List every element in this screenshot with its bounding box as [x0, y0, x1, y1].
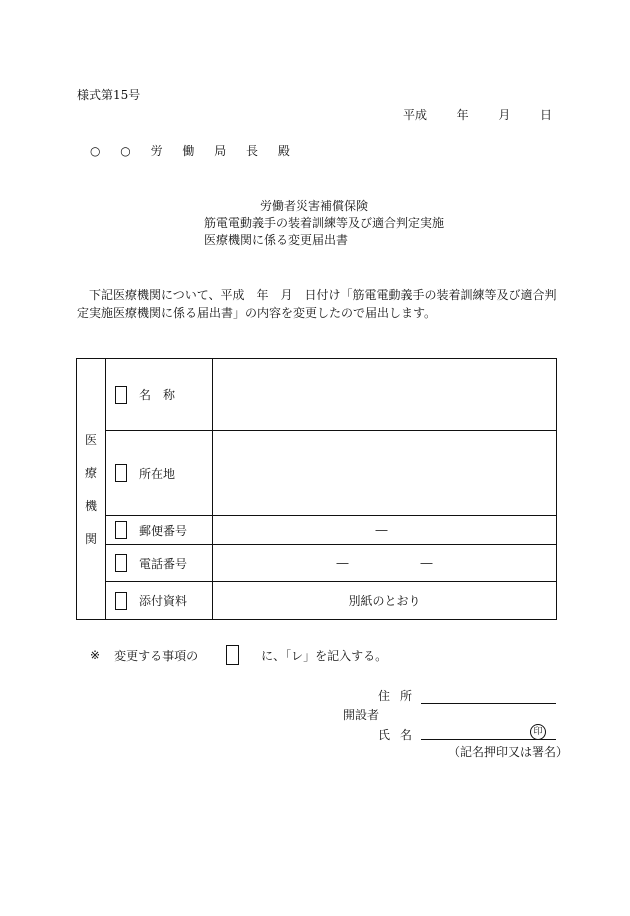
checkbox[interactable]	[115, 521, 127, 539]
side-char: 機	[84, 499, 97, 513]
body-text: 下記医療機関について、平成 年 月 日付け「筋電電動義手の装着訓練等及び適合判定実施医療機関に係る届出書」の内容を変更したので届出します。	[77, 288, 557, 320]
row-label: 添付資料	[139, 594, 188, 608]
side-char: 関	[84, 532, 97, 546]
side-label	[77, 359, 106, 620]
row-label: 郵便番号	[139, 523, 188, 538]
name-value-cell[interactable]	[213, 359, 557, 431]
table-row	[77, 516, 557, 545]
applicant-label: 開設者	[343, 708, 380, 722]
table-row	[77, 359, 557, 431]
address-label: 住所	[378, 689, 423, 703]
note	[90, 645, 387, 665]
institution-table	[76, 358, 557, 620]
table-row	[77, 545, 557, 582]
addressee: ○ ○ 労 働 局 長 殿	[90, 144, 298, 158]
date-month: 月	[498, 108, 511, 122]
date-day: 日	[540, 108, 553, 122]
row-label: 名 称	[139, 388, 176, 402]
date-era: 平成	[403, 108, 428, 122]
note-after: に、「レ」を記入する。	[261, 648, 388, 663]
name-label: 氏名	[378, 728, 423, 742]
address-label-cell	[106, 431, 213, 516]
seal-icon: 印	[530, 724, 546, 740]
form-number: 様式第15号	[77, 88, 141, 102]
attachment-label-cell	[106, 582, 213, 620]
side-char: 療	[84, 466, 97, 480]
date-line	[403, 106, 552, 123]
title-line-2: 筋電電動義手の装着訓練等及び適合判定実施	[204, 216, 445, 230]
phone-value-cell[interactable]	[213, 545, 557, 582]
phone-label-cell	[106, 545, 213, 582]
address-field[interactable]	[421, 703, 556, 704]
note-before: 変更する事項の	[114, 648, 199, 663]
row-label: 所在地	[139, 466, 176, 481]
title-line-1: 労働者災害補償保険	[260, 199, 369, 213]
address-value-cell[interactable]	[213, 431, 557, 516]
date-year: 年	[456, 108, 469, 122]
sign-note: （記名押印又は署名）	[448, 745, 569, 759]
note-mark: ※	[90, 648, 101, 662]
attachment-value-cell: 別紙のとおり	[213, 582, 557, 620]
table-row	[77, 431, 557, 516]
postal-dash: ―	[375, 523, 388, 537]
side-char: 医	[84, 433, 97, 447]
name-label-cell	[106, 359, 213, 431]
checkbox[interactable]	[115, 554, 127, 572]
sample-checkbox	[226, 645, 239, 665]
postal-value-cell[interactable]	[213, 516, 557, 545]
title-line-3: 医療機関に係る変更届出書	[204, 233, 349, 247]
checkbox[interactable]	[115, 464, 127, 482]
document-title	[204, 198, 444, 249]
phone-dash-1: ―	[336, 556, 349, 570]
checkbox[interactable]	[115, 592, 127, 610]
phone-dash-2: ―	[420, 556, 433, 570]
row-label: 電話番号	[139, 556, 188, 571]
table-row	[77, 582, 557, 620]
checkbox[interactable]	[115, 386, 127, 404]
postal-label-cell	[106, 516, 213, 545]
